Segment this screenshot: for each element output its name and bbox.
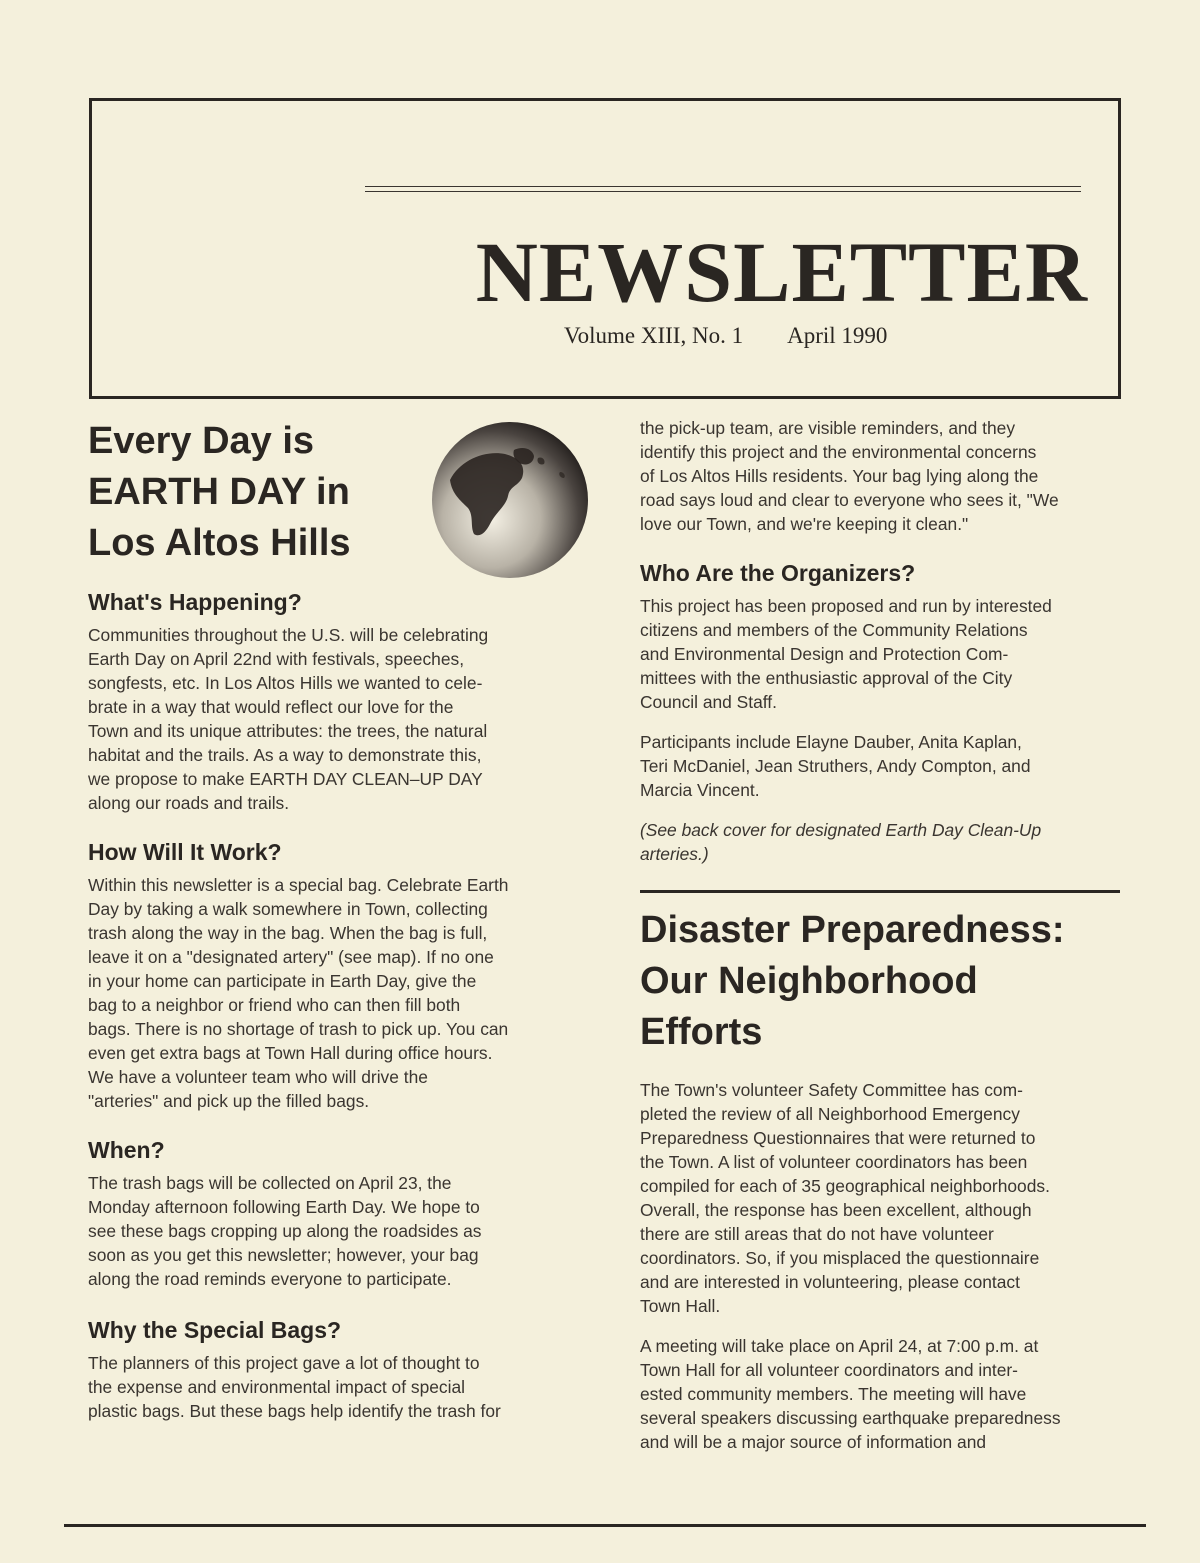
text-line: even get extra bags at Town Hall during office hours. bbox=[88, 1043, 493, 1063]
text-line: soon as you get this newsletter; however, your bag bbox=[88, 1245, 479, 1265]
text-line: and Environmental Design and Protection Com- bbox=[640, 644, 1009, 664]
text-line: Council and Staff. bbox=[640, 692, 777, 712]
headline-line: Our Neighborhood bbox=[640, 960, 978, 1002]
text-line: along our roads and trails. bbox=[88, 793, 290, 813]
text-line: the expense and environmental impact of special bbox=[88, 1377, 466, 1397]
text-line: brate in a way that would reflect our love for the bbox=[88, 697, 454, 717]
text-line: This project has been proposed and run by interested bbox=[640, 596, 1052, 616]
text-line: of Los Altos Hills residents. Your bag lying along the bbox=[640, 466, 1039, 486]
text-line: arteries.) bbox=[640, 844, 709, 864]
text-line: road says loud and clear to everyone who sees it, "We bbox=[640, 490, 1059, 510]
section-heading: What's Happening? bbox=[88, 589, 302, 615]
headline-line: Disaster Preparedness: bbox=[640, 909, 1065, 951]
left-column bbox=[88, 416, 568, 1423]
text-line: we propose to make EARTH DAY CLEAN–UP DAY bbox=[88, 769, 483, 789]
issue-info bbox=[564, 323, 887, 349]
organizers-paragraph bbox=[640, 594, 1120, 714]
disaster-headline bbox=[640, 905, 1120, 1058]
headline-line: Los Altos Hills bbox=[88, 522, 351, 564]
headline-line: EARTH DAY in bbox=[88, 471, 350, 513]
participants-paragraph bbox=[640, 730, 1120, 802]
section-paragraph bbox=[88, 623, 568, 815]
text-line: bag to a neighbor or friend who can then fill both bbox=[88, 995, 461, 1015]
text-line: Communities throughout the U.S. will be celebrating bbox=[88, 625, 489, 645]
text-line: (See back cover for designated Earth Day Clean-Up bbox=[640, 820, 1042, 840]
issue-date: April 1990 bbox=[787, 323, 888, 348]
continued-paragraph bbox=[640, 416, 1120, 536]
headline-line: Efforts bbox=[640, 1011, 763, 1053]
text-line: Within this newsletter is a special bag. Celebrate Earth bbox=[88, 875, 509, 895]
text-line: several speakers discussing earthquake preparedness bbox=[640, 1408, 1061, 1428]
text-line: ested community members. The meeting will have bbox=[640, 1384, 1027, 1404]
back-cover-note bbox=[640, 818, 1120, 866]
text-line: love our Town, and we're keeping it clean." bbox=[640, 514, 969, 534]
text-line: in your home can participate in Earth Day, give the bbox=[88, 971, 477, 991]
text-line: and will be a major source of information and bbox=[640, 1432, 987, 1452]
text-line: songfests, etc. In Los Altos Hills we wanted to cele- bbox=[88, 673, 483, 693]
disaster-paragraph bbox=[640, 1078, 1120, 1318]
text-line: the pick-up team, are visible reminders, and they bbox=[640, 418, 1016, 438]
text-line: the Town. A list of volunteer coordinators has been bbox=[640, 1152, 1028, 1172]
text-line: identify this project and the environmental concerns bbox=[640, 442, 1037, 462]
text-line: The Town's volunteer Safety Committee has com- bbox=[640, 1080, 1023, 1100]
text-line: plastic bags. But these bags help identify the trash for bbox=[88, 1401, 501, 1421]
text-line: mittees with the enthusiastic approval of the City bbox=[640, 668, 1013, 688]
section-heading: How Will It Work? bbox=[88, 839, 282, 865]
text-line: bags. There is no shortage of trash to pick up. You can bbox=[88, 1019, 509, 1039]
section-heading: When? bbox=[88, 1137, 165, 1163]
text-line: Town and its unique attributes: the trees, the natural bbox=[88, 721, 488, 741]
text-line: "arteries" and pick up the filled bags. bbox=[88, 1091, 370, 1111]
text-line: compiled for each of 35 geographical neighborhoods. bbox=[640, 1176, 1050, 1196]
text-line: Town Hall. bbox=[640, 1296, 721, 1316]
text-line: The planners of this project gave a lot of thought to bbox=[88, 1353, 480, 1373]
section-paragraph bbox=[88, 1351, 568, 1423]
text-line: Marcia Vincent. bbox=[640, 780, 760, 800]
newsletter-title: NEWSLETTER bbox=[475, 224, 1088, 320]
text-line: coordinators. So, if you misplaced the questionnaire bbox=[640, 1248, 1040, 1268]
text-line: see these bags cropping up along the roadsides as bbox=[88, 1221, 482, 1241]
masthead-rule bbox=[365, 186, 1081, 192]
text-line: pleted the review of all Neighborhood Emergency bbox=[640, 1104, 1020, 1124]
masthead bbox=[89, 98, 1121, 399]
text-line: leave it on a "designated artery" (see map). If no one bbox=[88, 947, 494, 967]
right-column bbox=[640, 416, 1120, 1454]
text-line: Preparedness Questionnaires that were returned to bbox=[640, 1128, 1036, 1148]
bottom-rule bbox=[64, 1524, 1146, 1527]
text-line: The trash bags will be collected on April 23, the bbox=[88, 1173, 452, 1193]
text-line: Earth Day on April 22nd with festivals, speeches, bbox=[88, 649, 465, 669]
text-line: habitat and the trails. As a way to demonstrate this, bbox=[88, 745, 482, 765]
text-line: citizens and members of the Community Relations bbox=[640, 620, 1028, 640]
text-line: and are interested in volunteering, please contact bbox=[640, 1272, 1020, 1292]
text-line: Town Hall for all volunteer coordinators and inter- bbox=[640, 1360, 1018, 1380]
text-line: Monday afternoon following Earth Day. We hope to bbox=[88, 1197, 480, 1217]
text-line: Teri McDaniel, Jean Struthers, Andy Compton, and bbox=[640, 756, 1031, 776]
earth-day-headline bbox=[88, 416, 428, 569]
text-line: Overall, the response has been excellent, although bbox=[640, 1200, 1032, 1220]
text-line: trash along the way in the bag. When the bag is full, bbox=[88, 923, 488, 943]
text-line: there are still areas that do not have volunteer bbox=[640, 1224, 994, 1244]
headline-line: Every Day is bbox=[88, 420, 315, 462]
globe-icon bbox=[430, 420, 590, 580]
section-heading: Who Are the Organizers? bbox=[640, 560, 916, 586]
volume-number: Volume XIII, No. 1 bbox=[564, 323, 744, 348]
meeting-paragraph bbox=[640, 1334, 1120, 1454]
section-heading: Why the Special Bags? bbox=[88, 1317, 342, 1343]
text-line: along the road reminds everyone to participate. bbox=[88, 1269, 452, 1289]
text-line: A meeting will take place on April 24, at 7:00 p.m. at bbox=[640, 1336, 1039, 1356]
section-paragraph bbox=[88, 873, 568, 1113]
section-paragraph bbox=[88, 1171, 568, 1291]
text-line: Participants include Elayne Dauber, Anita Kaplan, bbox=[640, 732, 1022, 752]
text-line: Day by taking a walk somewhere in Town, collecting bbox=[88, 899, 488, 919]
text-line: We have a volunteer team who will drive the bbox=[88, 1067, 428, 1087]
